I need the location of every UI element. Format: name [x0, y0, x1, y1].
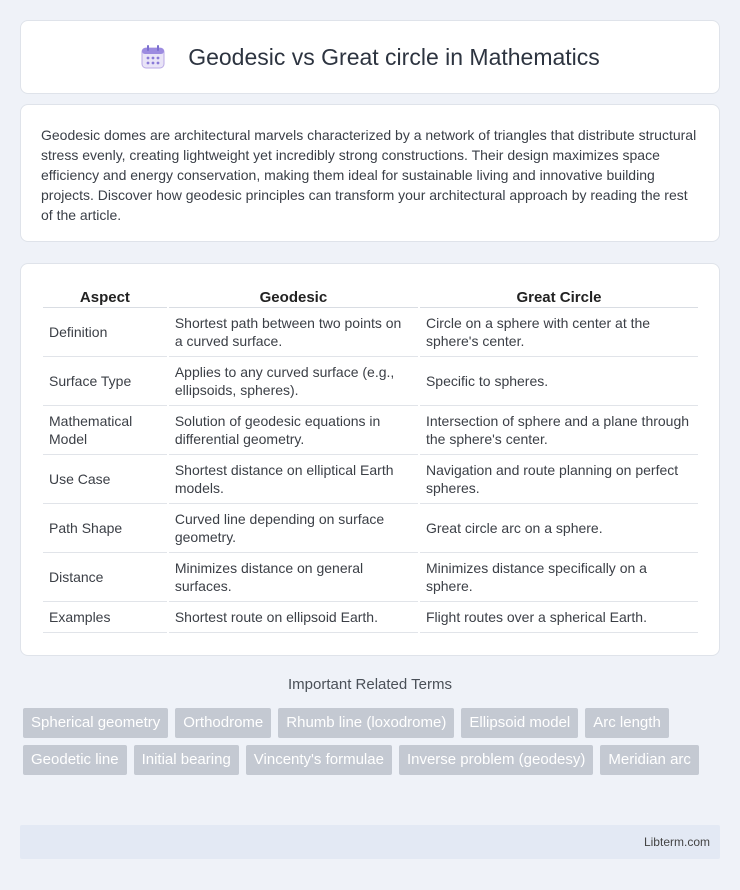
related-term-tag[interactable]: Spherical geometry: [23, 708, 168, 738]
intro-card: [20, 104, 720, 242]
table-cell: Shortest path between two points on a curved surface.: [169, 308, 418, 357]
table-cell: Flight routes over a spherical Earth.: [420, 602, 698, 633]
related-term-tag[interactable]: Ellipsoid model: [461, 708, 578, 738]
table-cell: Minimizes distance specifically on a sphere.: [420, 553, 698, 602]
table-header-row: [43, 284, 698, 308]
table-cell: Circle on a sphere with center at the sphere's center.: [420, 308, 698, 357]
comparison-table: [41, 284, 700, 633]
header-great-circle: Great Circle: [420, 284, 698, 308]
table-cell: Definition: [43, 308, 167, 357]
table-cell: Great circle arc on a sphere.: [420, 504, 698, 553]
table-cell: Mathematical Model: [43, 406, 167, 455]
table-cell: Shortest route on ellipsoid Earth.: [169, 602, 418, 633]
table-cell: Distance: [43, 553, 167, 602]
related-term-tag[interactable]: Arc length: [585, 708, 669, 738]
header-card: [20, 20, 720, 94]
footer-link[interactable]: Libterm.com: [643, 835, 710, 849]
related-term-tag[interactable]: Inverse problem (geodesy): [399, 745, 593, 775]
table-cell: Shortest distance on elliptical Earth models.: [169, 455, 418, 504]
related-term-tag[interactable]: Geodetic line: [23, 745, 127, 775]
table-cell: Use Case: [43, 455, 167, 504]
table-cell: Applies to any curved surface (e.g., ellipsoids, spheres).: [169, 357, 418, 406]
table-row: [43, 308, 698, 357]
table-row: [43, 504, 698, 553]
table-cell: Minimizes distance on general surfaces.: [169, 553, 418, 602]
table-cell: Path Shape: [43, 504, 167, 553]
table-row: [43, 602, 698, 633]
table-cell: Solution of geodesic equations in differential geometry.: [169, 406, 418, 455]
intro-text: Geodesic domes are architectural marvels characterized by a network of triangles that distribute structural stress evenly, creating lightweight yet incredibly strong constructions. Their design maximizes space efficiency and energy conservation, making them ideal for sustainable living and innovative building projects. Discover how geodesic principles can transform your architectural approach by reading the rest of the article.: [41, 127, 697, 223]
table-cell: Intersection of sphere and a plane through the sphere's center.: [420, 406, 698, 455]
related-term-tag[interactable]: Vincenty's formulae: [246, 745, 392, 775]
table-cell: Specific to spheres.: [420, 357, 698, 406]
table-cell: Curved line depending on surface geometry.: [169, 504, 418, 553]
footer: [20, 825, 720, 859]
comparison-table-card: [20, 263, 720, 656]
related-term-tag[interactable]: Rhumb line (loxodrome): [278, 708, 454, 738]
header-aspect: Aspect: [43, 284, 167, 308]
header-geodesic: Geodesic: [169, 284, 418, 308]
table-row: [43, 553, 698, 602]
page-title: Geodesic vs Great circle in Mathematics: [188, 43, 600, 70]
related-term-tag[interactable]: Initial bearing: [134, 745, 239, 775]
calendar-icon: [140, 44, 166, 70]
related-term-tag[interactable]: Meridian arc: [600, 745, 699, 775]
related-term-tag[interactable]: Orthodrome: [175, 708, 271, 738]
table-cell: Surface Type: [43, 357, 167, 406]
table-row: [43, 406, 698, 455]
related-terms-list: [23, 708, 723, 782]
related-terms-title: Important Related Terms: [288, 676, 452, 693]
table-row: [43, 455, 698, 504]
table-row: [43, 357, 698, 406]
table-cell: Navigation and route planning on perfect spheres.: [420, 455, 698, 504]
table-cell: Examples: [43, 602, 167, 633]
